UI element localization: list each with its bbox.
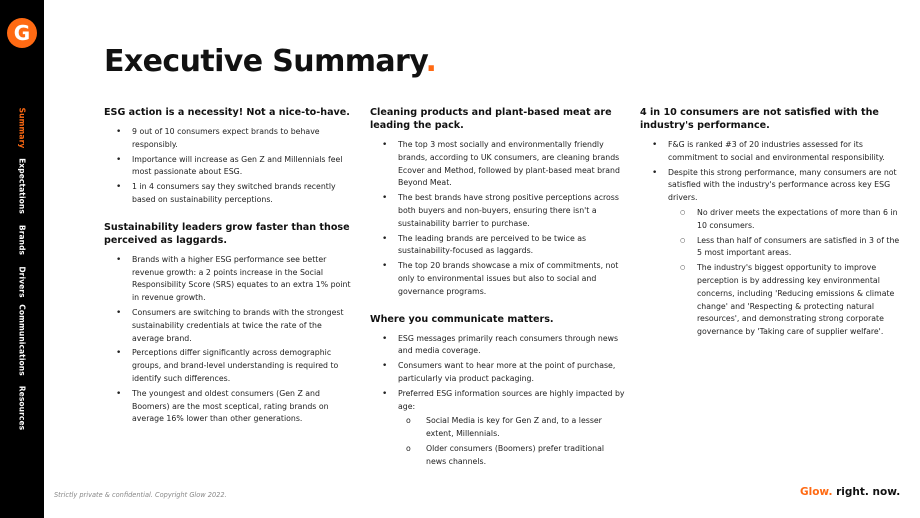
section-heading: ESG action is a necessity! Not a nice-to-have. xyxy=(104,107,350,118)
bullet-list xyxy=(104,254,354,426)
list-item: • ESG messages primarily reach consumers through news and media coverage. xyxy=(370,333,626,359)
sub-list-item: ○ Less than half of consumers are satisfied in 3 of the 5 most important areas. xyxy=(640,235,904,261)
sub-list-item: o Social Media is key for Gen Z and, to a lesser extent, Millennials. xyxy=(370,415,626,441)
column-brands xyxy=(370,106,626,483)
page-title: Executive Summary. xyxy=(104,44,437,79)
sidebar xyxy=(0,0,44,518)
glow-logo[interactable]: G xyxy=(7,18,37,48)
bullet-list xyxy=(104,126,354,207)
section-heading: Where you communicate matters. xyxy=(370,313,554,325)
list-item: • 1 in 4 consumers say they switched brands recently based on sustainability perceptions. xyxy=(104,181,354,207)
list-item: • The top 20 brands showcase a mix of commitments, not only to environmental issues but also to social and governance programs. xyxy=(370,260,626,298)
slide-page xyxy=(44,0,920,518)
list-item: • The leading brands are perceived to be twice as sustainability-focused as laggards. xyxy=(370,233,626,259)
confidential-footer: Strictly private & confidential. Copyright Glow 2022. xyxy=(54,491,227,499)
list-item: • Importance will increase as Gen Z and Millennials feel most passionate about ESG. xyxy=(104,154,354,180)
list-item: • The youngest and oldest consumers (Gen Z and Boomers) are the most sceptical, rating brands on average 16% lower than other generations. xyxy=(104,388,354,426)
bullet-list xyxy=(370,333,626,469)
sub-list-item: ○ No driver meets the expectations of more than 6 in 10 consumers. xyxy=(640,207,904,233)
bullet-list xyxy=(370,139,626,299)
sub-list-item: o Older consumers (Boomers) prefer traditional news channels. xyxy=(370,443,626,469)
section-heading: Sustainability leaders grow faster than those perceived as laggards. xyxy=(104,221,350,246)
nav-expectations[interactable]: Expectations xyxy=(17,158,27,214)
list-item: • Consumers are switching to brands with the strongest sustainability credentials at twice the rate of the average brand. xyxy=(104,307,354,345)
nav-drivers[interactable]: Drivers xyxy=(17,266,27,298)
list-item: • F&G is ranked #3 of 20 industries assessed for its commitment to social and environmental responsibility. xyxy=(640,139,904,165)
list-item: • Preferred ESG information sources are highly impacted by age: xyxy=(370,388,626,414)
list-item: • The top 3 most socially and environmentally friendly brands, according to UK consumers, are cleaning brands Ecover and Method, followed by plant-based meat brand Beyond Meat. xyxy=(370,139,626,190)
list-item: • Consumers want to hear more at the point of purchase, particularly via product packaging. xyxy=(370,360,626,386)
list-item: • Brands with a higher ESG performance see better revenue growth: a 2 points increase in the Social Responsibility Score (SRS) equates to an extra 1% point in revenue growth. xyxy=(104,254,354,305)
list-item: • 9 out of 10 consumers expect brands to behave responsibly. xyxy=(104,126,354,152)
column-esg xyxy=(104,106,354,440)
nav-brands[interactable]: Brands xyxy=(17,224,27,256)
bullet-list xyxy=(640,139,904,339)
nav-communications[interactable]: Communications xyxy=(17,304,27,376)
list-item: • Despite this strong performance, many consumers are not satisfied with the industry's performance across key ESG drivers. xyxy=(640,167,904,205)
brand-tagline: Glow. right. now. xyxy=(800,486,901,498)
list-item: • The best brands have strong positive perceptions across both buyers and non-buyers, ensuring there isn't a sustainability barrier to purchase. xyxy=(370,192,626,230)
section-heading: 4 in 10 consumers are not satisfied with the industry's performance. xyxy=(640,107,879,131)
list-item: • Perceptions differ significantly across demographic groups, and brand-level understanding is required to identify such differences. xyxy=(104,347,354,385)
section-heading: Cleaning products and plant-based meat are leading the pack. xyxy=(370,107,612,131)
nav-resources[interactable]: Resources xyxy=(17,385,27,431)
column-industry xyxy=(640,106,904,353)
nav-summary[interactable]: Summary xyxy=(17,107,27,149)
sub-list-item: ○ The industry's biggest opportunity to improve perception is by addressing key environmental concerns, including 'Reducing emissions & climate change' and 'Respecting & protecting natural resources', and demonstrating strong corporate governance by 'Taking care of supplier welfare'. xyxy=(640,262,904,339)
